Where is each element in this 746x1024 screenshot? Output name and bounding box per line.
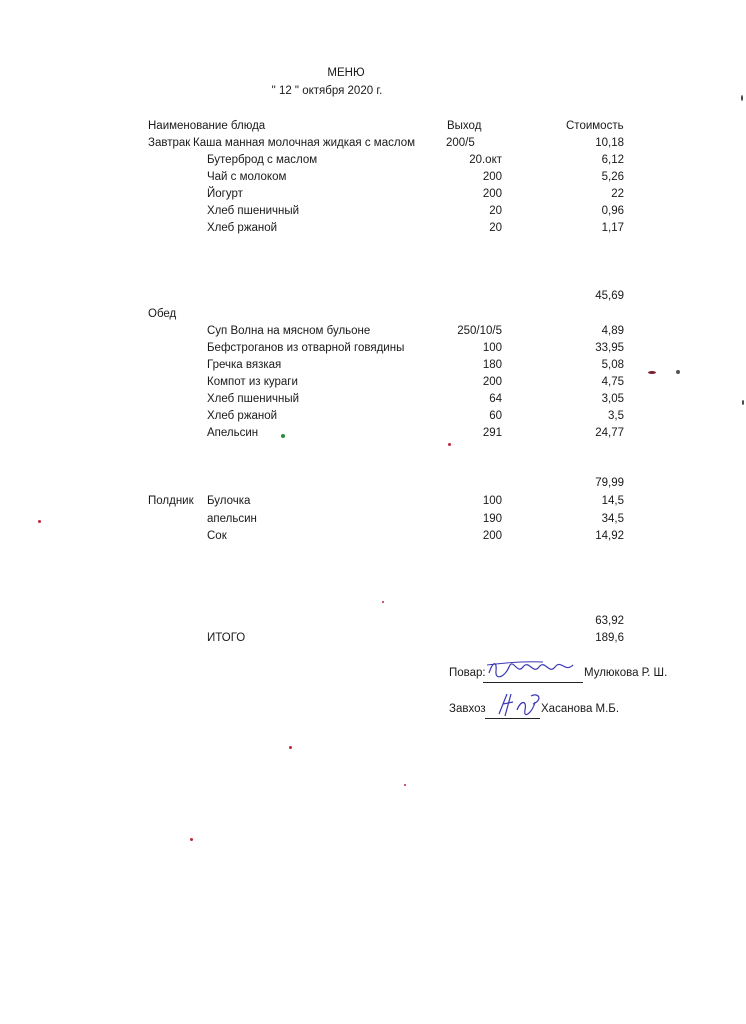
total-label: ИТОГО — [207, 632, 246, 644]
scan-speck — [289, 746, 292, 749]
lunch-subtotal: 79,99 — [595, 477, 624, 489]
dish-cost: 1,17 — [601, 222, 624, 234]
section-label-lunch: Обед — [148, 308, 177, 320]
dish-name: Бефстроганов из отварной говядины — [207, 342, 405, 354]
scan-speck — [448, 443, 451, 446]
dish-cost: 0,96 — [601, 205, 624, 217]
dish-cost: 14,5 — [601, 495, 624, 507]
dish-name: Хлеб ржаной — [207, 222, 278, 234]
dish-cost: 3,05 — [601, 393, 624, 405]
scan-speck — [741, 95, 743, 101]
dish-cost: 14,92 — [595, 530, 624, 542]
dish-cost: 4,89 — [601, 325, 624, 337]
dish-name: Хлеб пшеничный — [207, 393, 300, 405]
dish-output: 291 — [482, 427, 502, 439]
dish-output: 200 — [482, 188, 502, 200]
column-header-output: Выход — [447, 120, 482, 132]
dish-cost: 22 — [611, 188, 624, 200]
section-label-breakfast: Завтрак — [148, 137, 191, 149]
dish-name: Хлеб пшеничный — [207, 205, 300, 217]
dish-output: 64 — [489, 393, 502, 405]
scan-speck — [38, 520, 41, 523]
dish-output: 100 — [482, 342, 502, 354]
dish-name: апельсин — [207, 513, 257, 525]
column-header-cost: Стоимость — [566, 120, 624, 132]
storekeeper-signature — [495, 690, 545, 720]
section-label-snack: Полдник — [148, 495, 194, 507]
dish-output: 200/5 — [446, 137, 475, 149]
storekeeper-label: Завхоз — [449, 703, 486, 715]
dish-name: Булочка — [207, 495, 251, 507]
dish-output: 100 — [482, 495, 502, 507]
dish-name: Компот из кураги — [207, 376, 298, 388]
dish-cost: 5,08 — [601, 359, 624, 371]
cook-label: Повар: — [449, 667, 486, 679]
scan-speck — [382, 601, 384, 603]
dish-name: Суп Волна на мясном бульоне — [207, 325, 371, 337]
cook-signature — [483, 655, 583, 683]
total-value: 189,6 — [595, 632, 624, 644]
scan-speck — [648, 371, 656, 374]
dish-cost: 24,77 — [595, 427, 624, 439]
dish-name: Гречка вязкая — [207, 359, 282, 371]
dish-cost: 33,95 — [595, 342, 624, 354]
storekeeper-name: Хасанова М.Б. — [541, 703, 620, 715]
dish-name: Сок — [207, 530, 227, 542]
scan-speck — [676, 370, 680, 374]
dish-name: Апельсин — [207, 427, 259, 439]
dish-cost: 6,12 — [601, 154, 624, 166]
column-header-name: Наименование блюда — [148, 120, 266, 132]
dish-output: 200 — [482, 530, 502, 542]
scan-speck — [190, 838, 193, 841]
dish-name: Хлеб ржаной — [207, 410, 278, 422]
dish-output: 20.окт — [469, 154, 502, 166]
dish-output: 190 — [482, 513, 502, 525]
dish-cost: 4,75 — [601, 376, 624, 388]
dish-cost: 34,5 — [601, 513, 624, 525]
document-date: " 12 " октября 2020 г. — [271, 85, 383, 97]
dish-name: Йогурт — [207, 188, 243, 200]
scan-speck — [742, 400, 744, 405]
dish-output: 180 — [482, 359, 502, 371]
dish-cost: 10,18 — [595, 137, 624, 149]
scan-speck — [404, 784, 406, 786]
dish-cost: 3,5 — [608, 410, 624, 422]
dish-output: 250/10/5 — [457, 325, 502, 337]
dish-name: Каша манная молочная жидкая с маслом — [193, 137, 415, 149]
dish-name: Чай с молоком — [207, 171, 287, 183]
dish-output: 60 — [489, 410, 502, 422]
dish-output: 20 — [489, 205, 502, 217]
document-title: МЕНЮ — [327, 67, 365, 79]
dish-output: 20 — [489, 222, 502, 234]
dish-output: 200 — [482, 171, 502, 183]
breakfast-subtotal: 45,69 — [595, 290, 624, 302]
scan-speck — [281, 434, 285, 438]
dish-cost: 5,26 — [601, 171, 624, 183]
snack-subtotal: 63,92 — [595, 615, 624, 627]
dish-name: Бутерброд с маслом — [207, 154, 318, 166]
cook-name: Мулюкова Р. Ш. — [584, 667, 668, 679]
dish-output: 200 — [482, 376, 502, 388]
